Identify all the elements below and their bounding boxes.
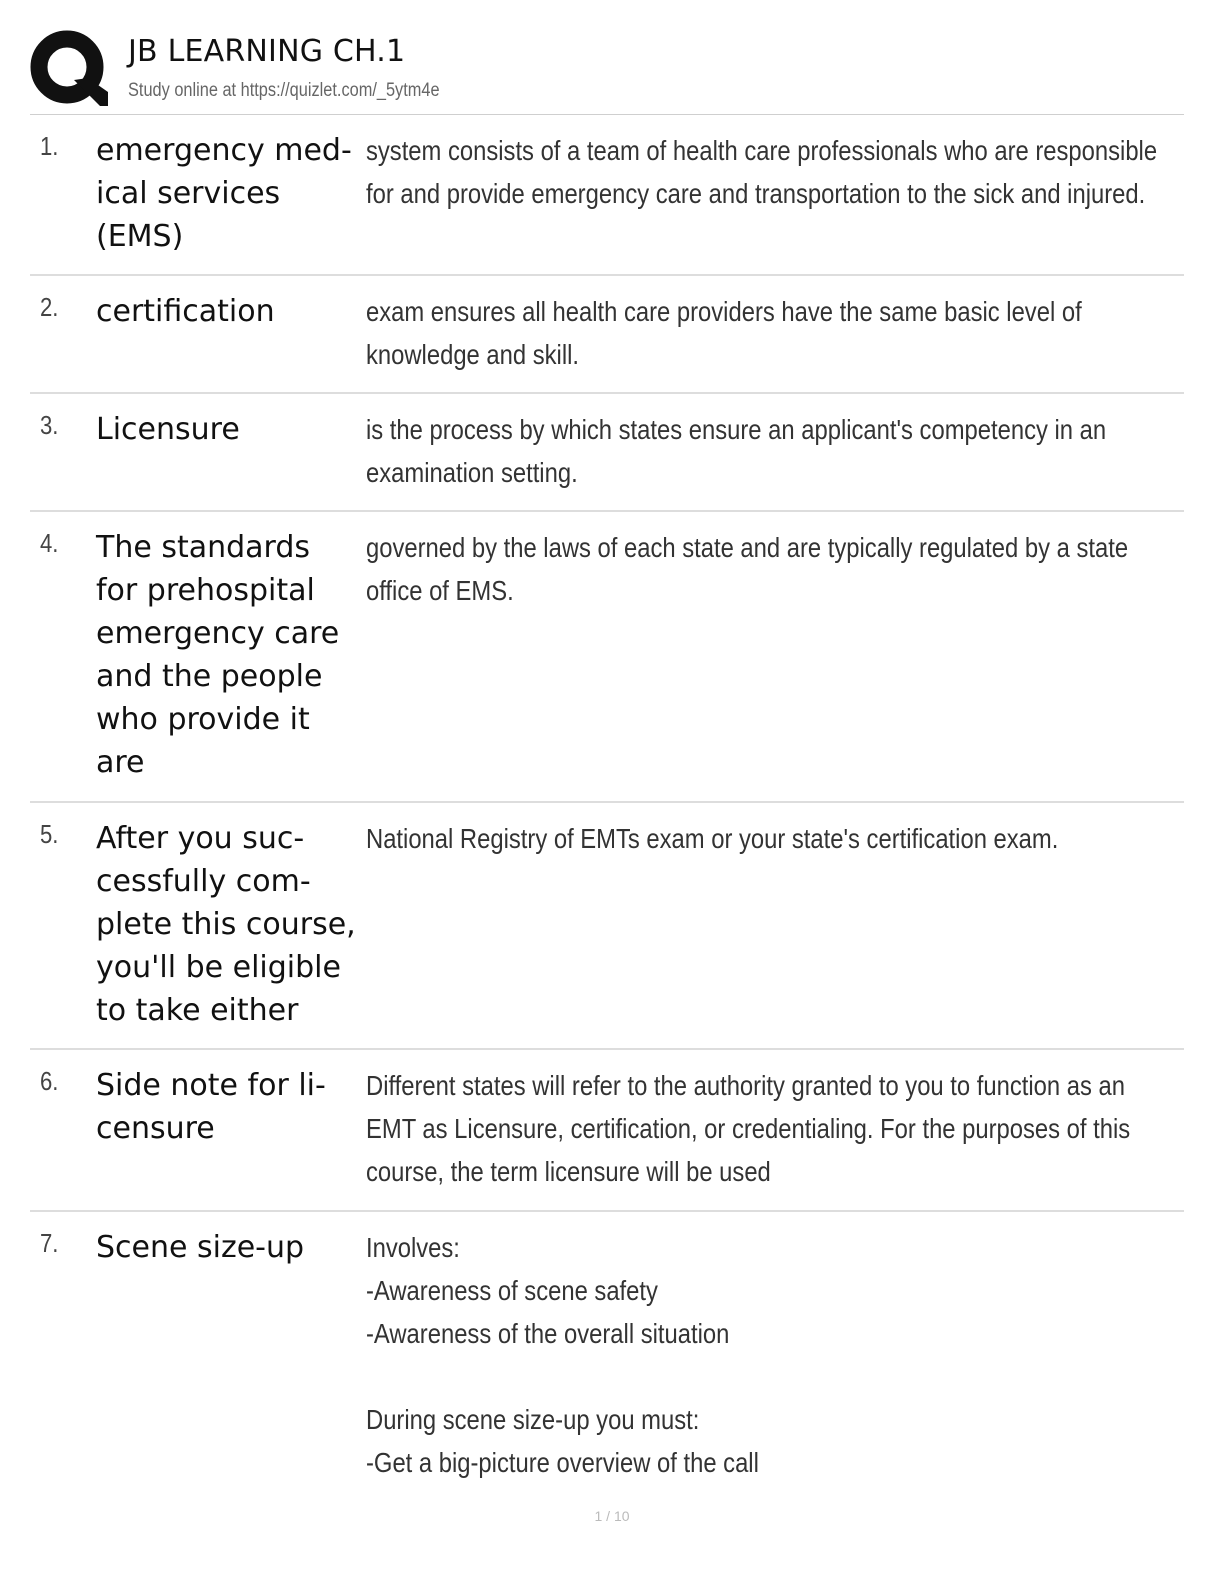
card-definition: system consists of a team of health care professionals who are responsible for and provide emergency care and transportation to the sick and injured.	[366, 135, 1158, 209]
card-definition: is the process by which states ensure an applicant's competency in an examination setting.	[366, 414, 1107, 488]
flashcard-row	[30, 803, 1184, 1050]
card-definition: Involves: -Awareness of scene safety -Awareness of the overall situation During scene size-up you must: -Get a big-picture overview of the call	[366, 1232, 759, 1478]
card-number: 2.	[40, 292, 59, 322]
card-term: Licensure	[96, 412, 240, 447]
study-online-link[interactable]: Study online at https://quizlet.com/_5ytm4e	[128, 80, 440, 101]
card-number: 3.	[40, 410, 59, 440]
card-number: 5.	[40, 819, 59, 849]
card-term: Scene size-up	[96, 1230, 305, 1265]
flashcard-row	[30, 394, 1184, 512]
page-number: 1 / 10	[594, 1508, 630, 1524]
card-definition: National Registry of EMTs exam or your state's certification exam.	[366, 823, 1059, 854]
flashcard-row	[30, 512, 1184, 803]
card-term: Side note for li- censure	[96, 1068, 326, 1146]
page-title: JB LEARNING CH.1	[128, 34, 406, 69]
card-definition: Different states will refer to the authority granted to you to function as an EMT as Licensure, certification, or credentialing. For the purposes of this course, the term licensure will be used	[366, 1070, 1131, 1187]
card-term: emergency med- ical services (EMS)	[96, 133, 352, 254]
flashcard-row	[30, 1212, 1184, 1492]
card-number: 1.	[40, 131, 59, 161]
card-number: 7.	[40, 1228, 59, 1258]
card-number: 6.	[40, 1066, 59, 1096]
page-header	[30, 28, 1184, 115]
flashcard-row	[30, 276, 1184, 394]
flashcard-list	[30, 115, 1184, 1492]
card-number: 4.	[40, 528, 59, 558]
card-term: certification	[96, 294, 275, 329]
card-term: After you suc- cessfully com- plete this course, you'll be eligible to take either	[96, 821, 356, 1028]
card-term: The standards for prehospital emergency care and the people who provide it are	[96, 530, 340, 780]
flashcard-row	[30, 115, 1184, 276]
flashcard-row	[30, 1050, 1184, 1212]
card-definition: exam ensures all health care providers have the same basic level of knowledge and skill.	[366, 296, 1082, 370]
quizlet-logo-icon	[30, 30, 108, 108]
card-definition: governed by the laws of each state and are typically regulated by a state office of EMS.	[366, 532, 1129, 606]
